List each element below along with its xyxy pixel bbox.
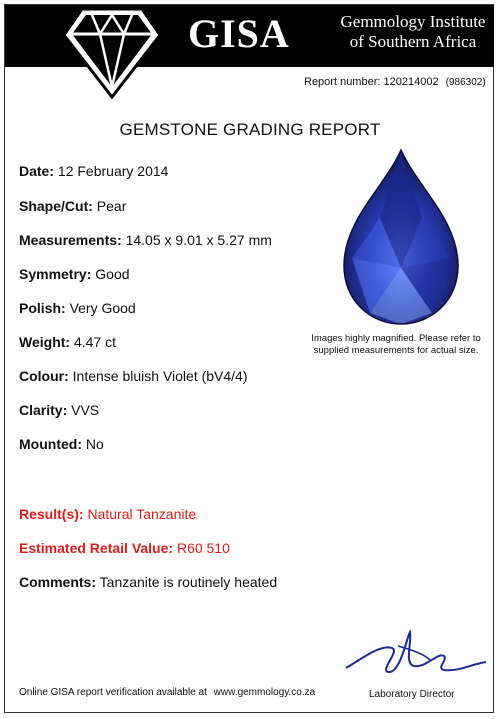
field-label: Weight: xyxy=(19,334,71,350)
diamond-icon xyxy=(62,7,162,99)
report-number xyxy=(304,76,486,88)
field-mounted xyxy=(19,436,104,452)
director-label: Laboratory Director xyxy=(369,689,455,700)
field-date xyxy=(19,163,168,179)
field-label: Clarity: xyxy=(19,402,68,418)
field-value: Pear xyxy=(96,198,127,214)
report-code: (986302) xyxy=(445,77,486,88)
verification-notice xyxy=(19,687,315,698)
field-clarity xyxy=(19,402,99,418)
pear-gemstone-image xyxy=(340,148,462,326)
field-result xyxy=(19,506,196,522)
field-value: Very Good xyxy=(69,300,136,316)
field-value: Good xyxy=(95,266,130,282)
report-number-value: 120214002 xyxy=(383,76,439,88)
field-value: 14.05 x 9.01 x 5.27 mm xyxy=(125,232,272,248)
report-title: GEMSTONE GRADING REPORT xyxy=(119,120,381,139)
field-value: 4.47 ct xyxy=(73,334,116,350)
field-label: Polish: xyxy=(19,300,66,316)
field-value: Tanzanite is routinely heated xyxy=(99,574,278,590)
brand-name: GISA xyxy=(188,11,290,56)
certificate-frame xyxy=(4,4,494,713)
field-value: VVS xyxy=(71,402,100,418)
field-symmetry xyxy=(19,266,130,282)
field-value: Intense bluish Violet (bV4/4) xyxy=(72,368,248,384)
field-value: Natural Tanzanite xyxy=(87,506,197,522)
field-weight xyxy=(19,334,116,350)
field-label: Estimated Retail Value: xyxy=(19,540,174,556)
field-colour xyxy=(19,368,248,384)
field-value: 12 February 2014 xyxy=(57,163,169,179)
report-number-label: Report number: xyxy=(304,76,381,88)
field-comments xyxy=(19,574,277,590)
field-retail-value xyxy=(19,540,230,556)
field-measurements xyxy=(19,232,272,248)
verification-link[interactable]: www.gemmology.co.za xyxy=(213,687,316,698)
field-label: Colour: xyxy=(19,368,69,384)
institute-line-1: Gemmology Institute xyxy=(340,12,486,31)
field-polish xyxy=(19,300,136,316)
field-label: Comments: xyxy=(19,574,97,590)
verification-text: Online GISA report verification available at xyxy=(19,687,207,698)
field-shape xyxy=(19,198,126,214)
field-label: Mounted: xyxy=(19,436,82,452)
caption-line-2: supplied measurements for actual size. xyxy=(313,345,479,356)
field-value: No xyxy=(85,436,104,452)
field-label: Result(s): xyxy=(19,506,84,522)
institute-line-2: of Southern Africa xyxy=(349,32,477,51)
field-label: Symmetry: xyxy=(19,266,92,282)
caption-line-1: Images highly magnified. Please refer to xyxy=(311,333,481,344)
image-caption xyxy=(298,333,494,357)
field-label: Shape/Cut: xyxy=(19,198,93,214)
field-label: Measurements: xyxy=(19,232,122,248)
field-value: R60 510 xyxy=(176,540,230,556)
institute-name xyxy=(333,12,493,52)
field-label: Date: xyxy=(19,163,55,179)
director-signature xyxy=(340,630,490,678)
